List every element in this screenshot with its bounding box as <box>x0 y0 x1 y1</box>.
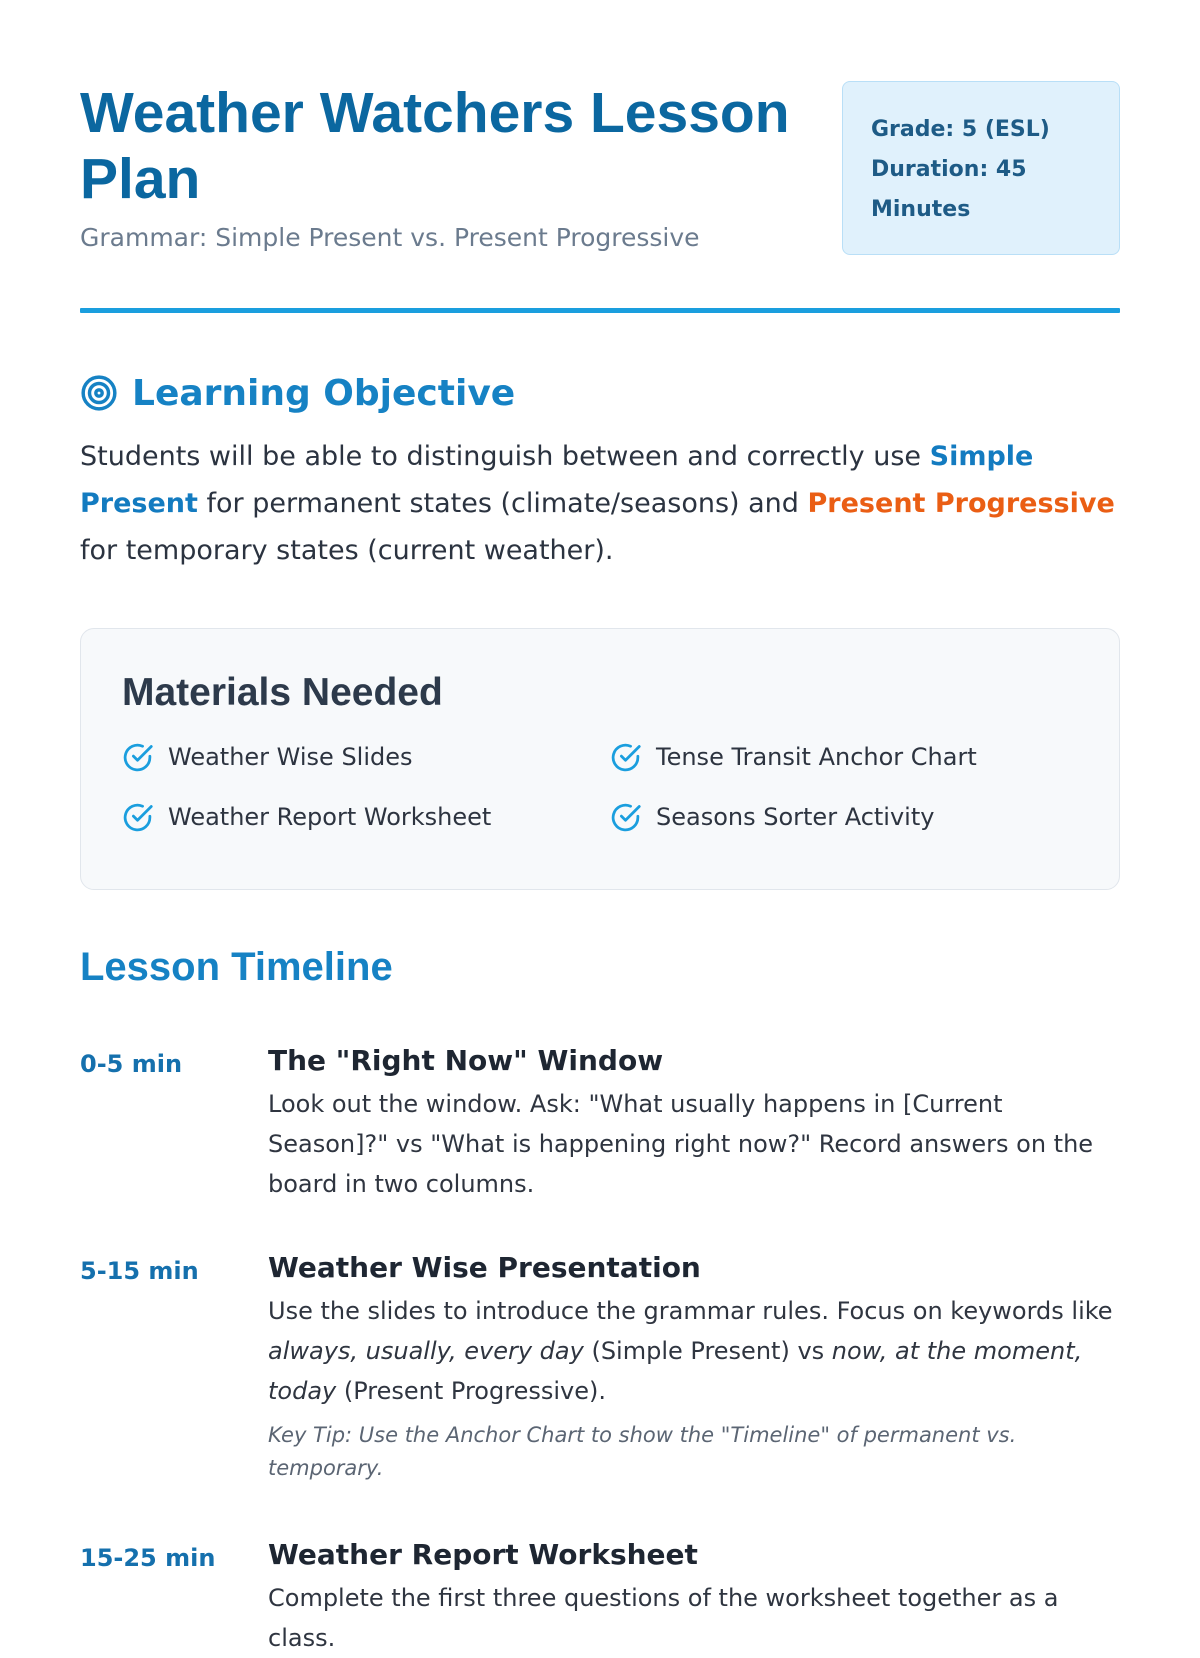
grade-label: Grade: 5 (ESL) <box>871 117 1050 142</box>
learning-objective-title: Learning Objective <box>132 372 516 414</box>
timeline-title: Weather Report Worksheet <box>268 1538 698 1571</box>
timeline-body <box>268 1042 1120 1204</box>
material-item <box>121 797 491 837</box>
timeline-title: Weather Wise Presentation <box>268 1251 701 1284</box>
lesson-timeline-heading: Lesson Timeline <box>80 945 393 989</box>
material-item <box>121 737 413 777</box>
check-circle-icon <box>121 801 154 834</box>
timeline-body <box>268 1249 1120 1485</box>
materials-card <box>80 628 1120 890</box>
page-subtitle: Grammar: Simple Present vs. Present Progressive <box>80 223 700 252</box>
material-label: Tense Transit Anchor Chart <box>656 743 977 771</box>
objective-text-middle: for permanent states (climate/seasons) and <box>197 488 808 519</box>
header-divider <box>80 308 1120 313</box>
learning-objective-heading <box>80 368 515 418</box>
check-circle-icon <box>121 741 154 774</box>
timeline-title: The "Right Now" Window <box>268 1044 664 1077</box>
timeline-time: 5-15 min <box>80 1257 199 1285</box>
page-title: Weather Watchers Lesson Plan <box>80 81 790 211</box>
simple-present-keywords: always, usually, every day <box>268 1337 584 1365</box>
materials-title: Materials Needed <box>122 671 443 714</box>
description-text: Use the slides to introduce the grammar rules. Focus on keywords like <box>268 1297 1113 1325</box>
learning-objective-text <box>80 433 1120 574</box>
lesson-info-box <box>842 81 1120 255</box>
present-progressive-keywords: now, at the moment, today <box>268 1337 1083 1405</box>
material-label: Weather Wise Slides <box>168 743 413 771</box>
objective-text-start: Students will be able to distinguish between and correctly use <box>80 441 930 472</box>
present-progressive-term: Present Progressive <box>807 488 1115 519</box>
header <box>80 80 1120 310</box>
key-tip: Key Tip: Use the Anchor Chart to show the "Timeline" of permanent vs. temporary. <box>268 1423 1017 1480</box>
description-text: (Simple Present) vs <box>583 1337 832 1365</box>
check-circle-icon <box>609 801 642 834</box>
objective-text-end: for temporary states (current weather). <box>80 535 614 566</box>
timeline-description: Look out the window. Ask: "What usually happens in [Current Season]?" vs "What is happening right now?" Record answers on the board in two columns. <box>268 1090 1094 1198</box>
timeline-time: 15-25 min <box>80 1544 216 1572</box>
duration-unit-label: Minutes <box>871 197 971 222</box>
timeline-body <box>268 1536 1120 1658</box>
description-text: (Present Progressive). <box>336 1377 606 1405</box>
material-label: Weather Report Worksheet <box>168 803 492 831</box>
material-item <box>609 737 977 777</box>
material-label: Seasons Sorter Activity <box>656 803 935 831</box>
timeline-description <box>268 1291 1120 1411</box>
material-item <box>609 797 934 837</box>
simple-present-term: Simple Present <box>80 441 1034 519</box>
target-icon <box>80 374 118 412</box>
timeline-description: Complete the first three questions of the worksheet together as a class. <box>268 1584 1059 1652</box>
timeline-time: 0-5 min <box>80 1050 183 1078</box>
duration-label: Duration: 45 <box>871 157 1027 182</box>
check-circle-icon <box>609 741 642 774</box>
